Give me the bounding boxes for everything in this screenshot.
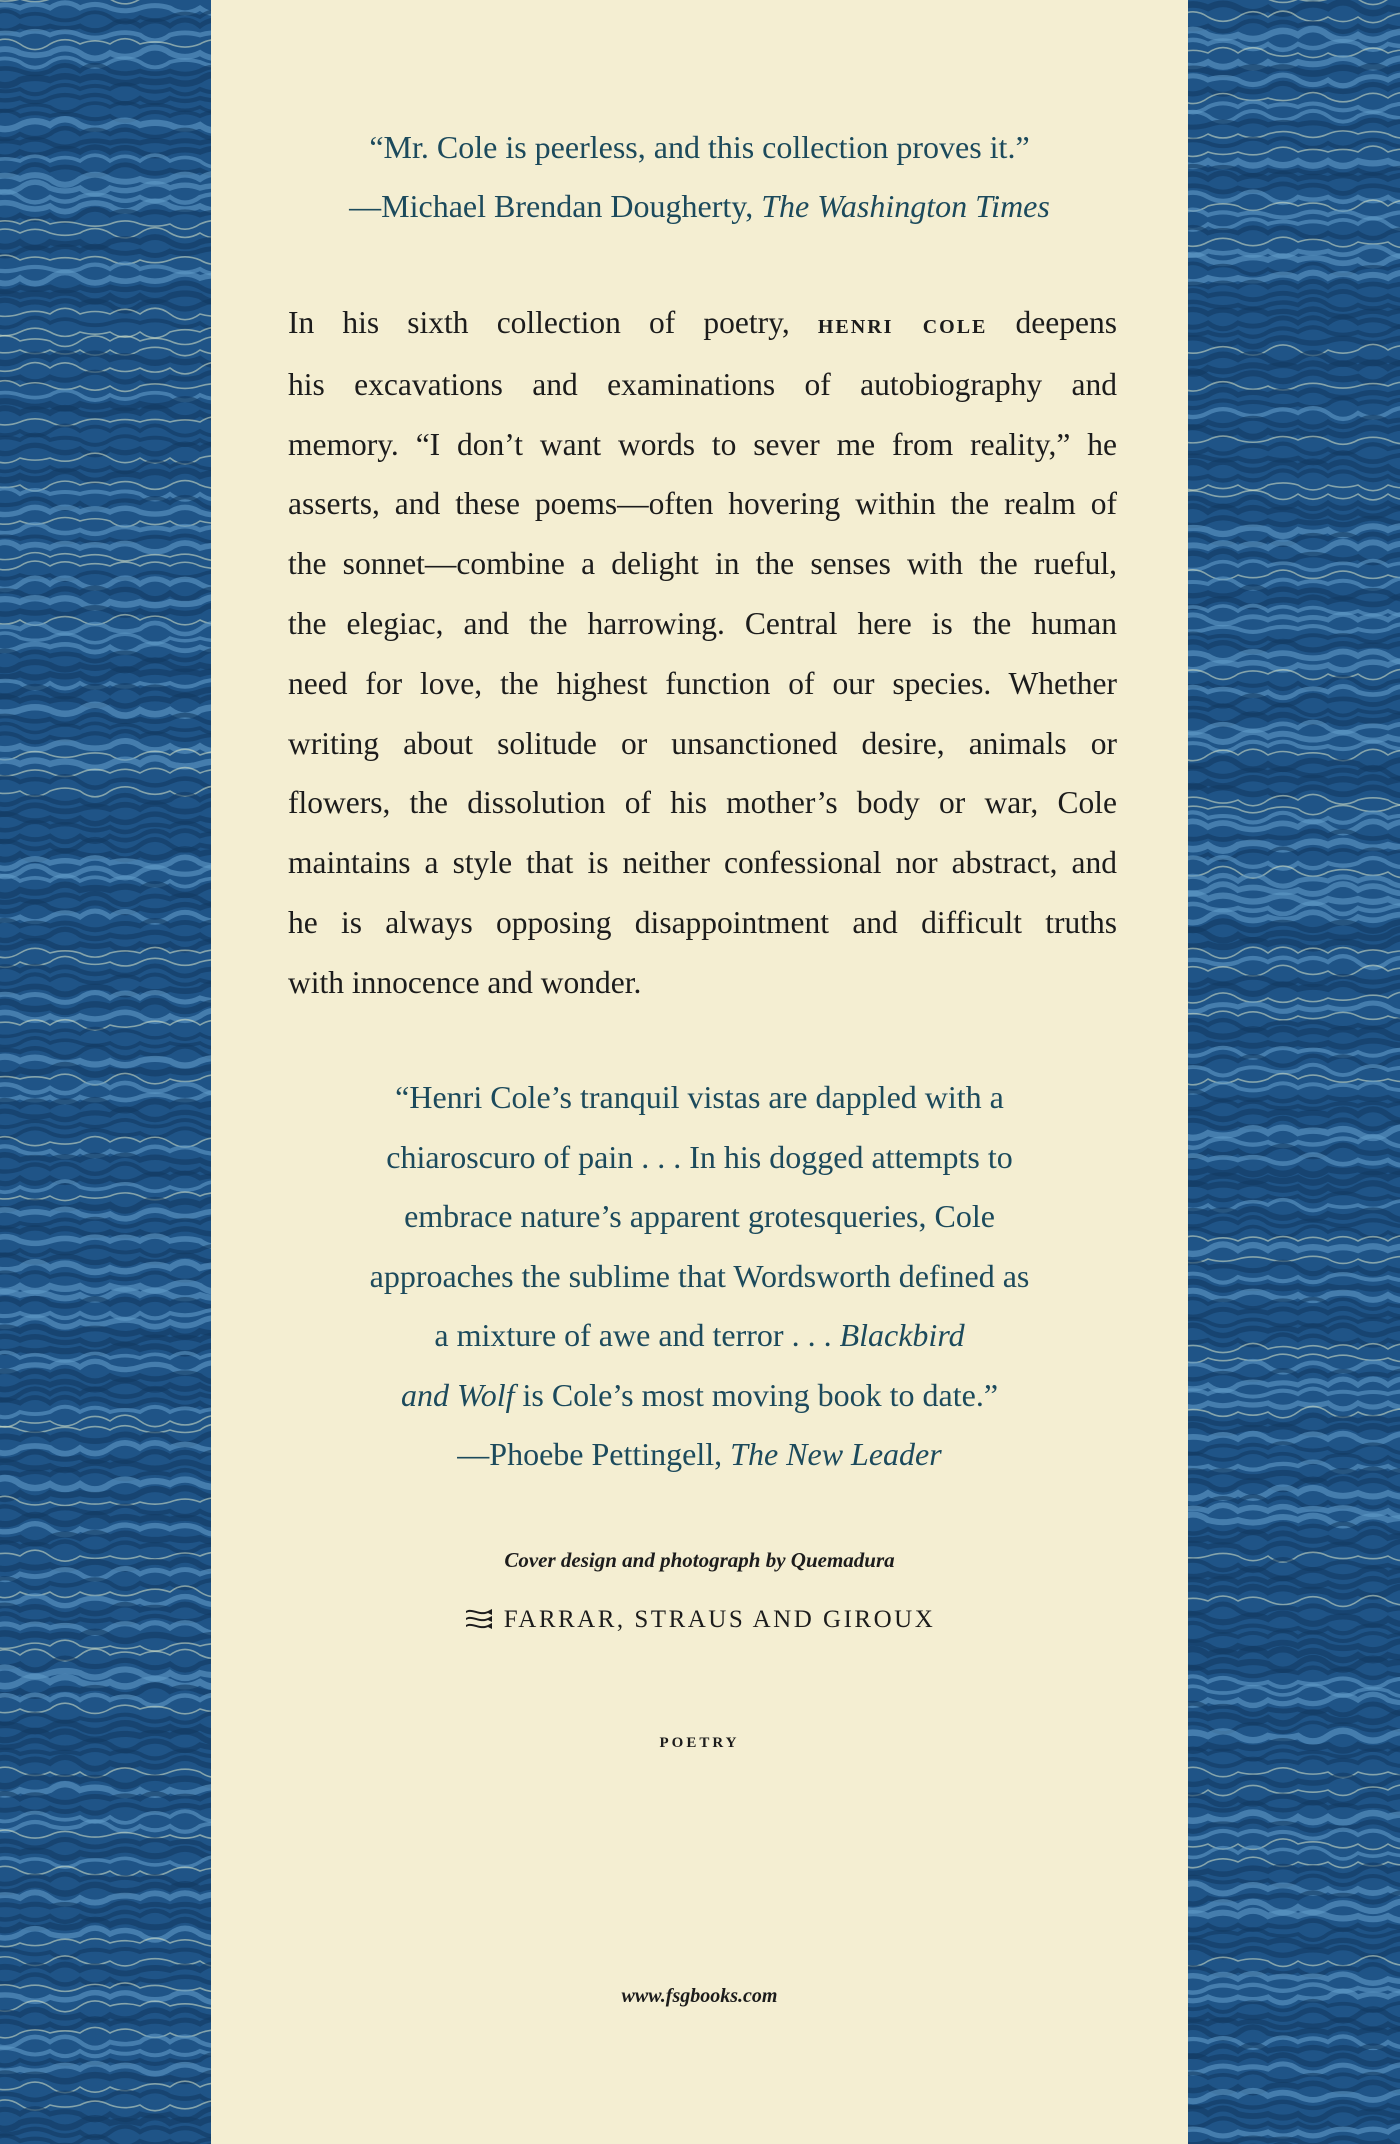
- publisher-name: FARRAR, STRAUS AND GIROUX: [503, 1606, 936, 1633]
- bottom-quote-line-6-plain: is Cole’s most moving book to date.”: [514, 1376, 999, 1413]
- bottom-quote-attribution: [211, 1425, 1188, 1485]
- bottom-quote-source: The New Leader: [730, 1436, 942, 1472]
- description-line: writing about solitude or unsanctioned desire, animals or: [288, 725, 1117, 761]
- bottom-quote-line-5-plain: a mixture of awe and terror . . .: [434, 1317, 840, 1353]
- publisher-line: [211, 1606, 1188, 1636]
- water-photo-left: [0, 0, 211, 2144]
- author-name: henri cole: [817, 309, 988, 340]
- top-quote-source: The Washington Times: [761, 188, 1050, 224]
- description-line: flowers, the dissolution of his mother’s body or war, Cole: [288, 785, 1117, 821]
- bottom-quote-line-1: “Henri Cole’s tranquil vistas are dappled with a: [395, 1079, 1004, 1115]
- description-text: deepens: [987, 305, 1117, 340]
- description-line: the sonnet—combine a delight in the senses with the rueful,: [288, 546, 1117, 582]
- bottom-quote-line-2: chiaroscuro of pain . . . In his dogged attempts to: [386, 1138, 1013, 1175]
- bottom-quote-line-6: [211, 1366, 1188, 1426]
- description-line: he is always opposing disappointment and difficult truths: [288, 904, 1117, 940]
- description-line: need for love, the highest function of our species. Whether: [288, 665, 1117, 701]
- description-line: [288, 293, 1117, 355]
- description-line: with innocence and wonder.: [288, 964, 642, 1000]
- water-photo-right: [1188, 0, 1400, 2144]
- description-line: asserts, and these poems—often hovering within the realm of: [288, 486, 1117, 522]
- top-review-quote: [211, 118, 1188, 236]
- book-description: [288, 293, 1117, 1013]
- bottom-review-quote: [211, 1068, 1188, 1485]
- description-line: maintains a style that is neither confessional nor abstract, and: [288, 845, 1117, 881]
- genre-label: POETRY: [659, 1735, 740, 1751]
- description-line: memory. “I don’t want words to sever me from reality,” he: [288, 426, 1117, 462]
- bottom-quote-attribution-name: —Phoebe Pettingell,: [457, 1436, 731, 1472]
- publisher-website: www.fsgbooks.com: [621, 1985, 778, 2007]
- bottom-quote-line-5: [211, 1306, 1188, 1366]
- top-quote-text: “Mr. Cole is peerless, and this collection proves it.”: [369, 129, 1030, 165]
- bottom-quote-title-part-2: and Wolf: [400, 1376, 515, 1413]
- fsg-fish-logo-icon: [464, 1607, 494, 1636]
- description-text: In his sixth collection of poetry,: [288, 305, 818, 340]
- top-quote-attribution: [211, 177, 1188, 236]
- bottom-quote-line-3: embrace nature’s apparent grotesqueries, Cole: [404, 1198, 995, 1234]
- bottom-quote-title-part-1: Blackbird: [839, 1317, 965, 1353]
- cover-design-credit: Cover design and photograph by Quemadura: [504, 1548, 895, 1572]
- description-line: the elegiac, and the harrowing. Central here is the human: [288, 605, 1117, 641]
- bottom-quote-line-4: approaches the sublime that Wordsworth defined as: [369, 1257, 1030, 1294]
- top-quote-attribution-name: —Michael Brendan Dougherty,: [349, 188, 762, 224]
- description-line: his excavations and examinations of autobiography and: [288, 366, 1117, 402]
- back-cover-panel: [211, 0, 1188, 2144]
